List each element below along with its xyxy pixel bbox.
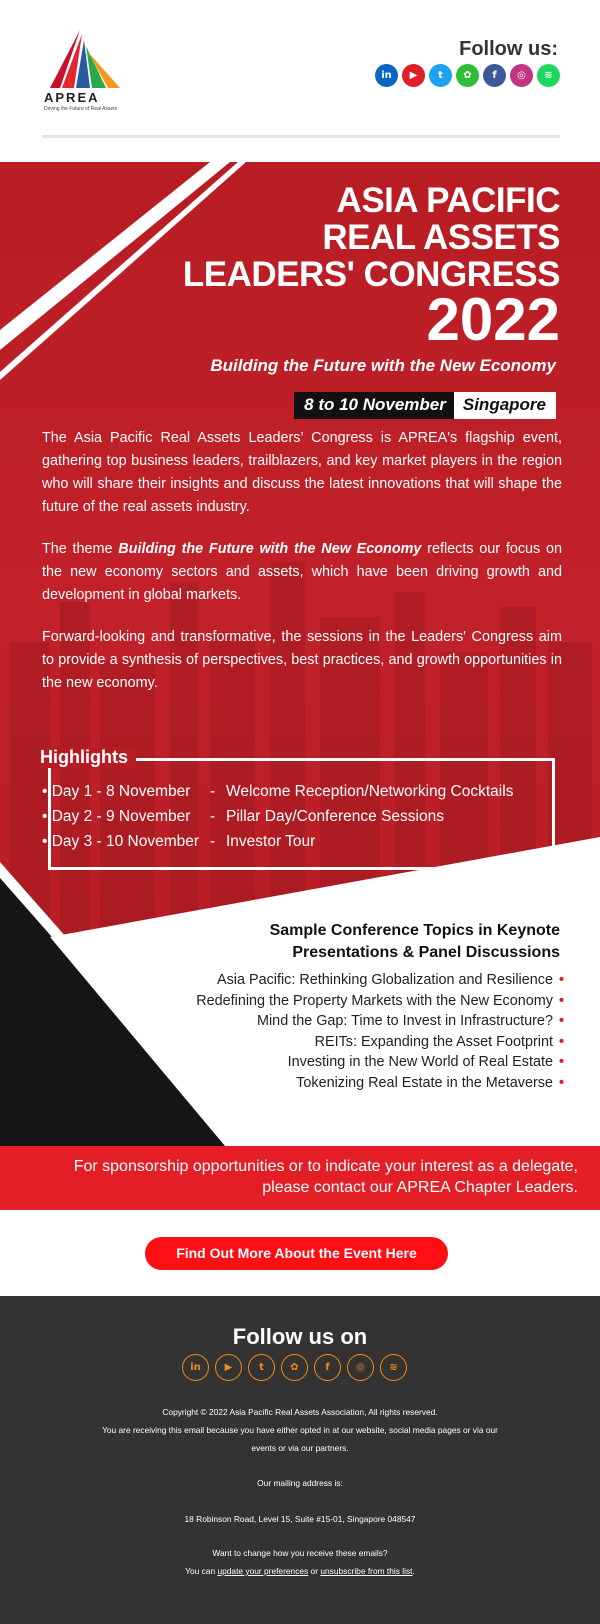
receiving-reason-line-2: events or via our partners.: [251, 1443, 349, 1453]
follow-us-label: Follow us:: [459, 38, 558, 60]
highlight-description: Welcome Reception/Networking Cocktails: [226, 783, 514, 800]
highlight-separator: -: [210, 808, 216, 825]
aprea-logo-icon: [44, 30, 122, 90]
highlight-description: Pillar Day/Conference Sessions: [226, 808, 444, 825]
event-title: [183, 182, 560, 293]
topic-item: [196, 1052, 564, 1073]
instagram-icon[interactable]: ◎: [510, 64, 533, 87]
bullet-icon: •: [558, 1033, 564, 1050]
header-divider: [42, 135, 560, 138]
intro-paragraph: The Asia Pacific Real Assets Leaders’ Congress is APREA's flagship event, gathering top business leaders, trailblazers, and key market players in the region who will share their insights and discuss the latest innovations that will shape the future of the real assets industry.: [42, 430, 562, 515]
spotify-icon[interactable]: ≋: [537, 64, 560, 87]
topic-text: Tokenizing Real Estate in the Metaverse: [296, 1074, 553, 1091]
preferences-question: Want to change how you receive these emails?: [212, 1548, 388, 1558]
bullet-icon: •: [558, 1013, 564, 1029]
highlight-day: • Day 3 - 10 November: [42, 833, 200, 850]
unsubscribe-link[interactable]: unsubscribe from this list: [320, 1566, 413, 1576]
email-footer: [0, 1296, 600, 1624]
topic-text: Mind the Gap: Time to Invest in Infrastructure?: [257, 1013, 553, 1029]
cta-section: [0, 1210, 600, 1296]
linkedin-icon[interactable]: in: [375, 64, 398, 87]
highlights-list: [42, 779, 513, 854]
highlight-separator: -: [210, 783, 216, 800]
highlights-title: Highlights: [40, 747, 136, 768]
topic-item: [196, 970, 564, 991]
bullet-icon: •: [558, 992, 564, 1009]
theme-text-bold: Building the Future with the New Economy: [118, 541, 422, 557]
sponsorship-line-2: please contact our APREA Chapter Leaders.: [262, 1179, 578, 1196]
highlight-item: [42, 779, 513, 804]
theme-text-pre: The theme: [42, 541, 119, 557]
event-hero: [0, 162, 600, 1146]
email-header: [0, 0, 600, 162]
topics-heading-line-2: Presentations & Panel Discussions: [292, 944, 560, 961]
facebook-icon[interactable]: f: [314, 1354, 341, 1381]
highlight-item: [42, 829, 513, 854]
topic-text: Investing in the New World of Real Estate: [287, 1054, 553, 1070]
aprea-logo[interactable]: [44, 30, 122, 112]
theme-text-post: reflects our focus on the new economy sectors and assets, which have been driving growth and development in global markets.: [42, 541, 562, 603]
facebook-icon[interactable]: f: [483, 64, 506, 87]
title-line-3: LEADERS' CONGRESS: [182, 255, 560, 294]
event-tagline: Building the Future with the New Economy: [210, 356, 556, 375]
mailing-address: 18 Robinson Road, Level 15, Suite #15-01, Singapore 048547: [184, 1514, 416, 1524]
theme-paragraph: [42, 538, 562, 607]
logo-tagline: Driving the Future of Real Assets: [44, 106, 118, 112]
logo-wordmark: APREA: [44, 90, 100, 105]
footer-follow-label: Follow us on: [232, 1324, 368, 1349]
youtube-icon[interactable]: ▶: [402, 64, 425, 87]
highlight-description: Investor Tour: [226, 833, 316, 850]
linkedin-icon[interactable]: in: [182, 1354, 209, 1381]
topic-text: Asia Pacific: Rethinking Globalization and Resilience: [216, 972, 553, 988]
topic-item: [196, 991, 564, 1012]
topic-item: [196, 1011, 564, 1032]
bullet-icon: •: [558, 972, 564, 988]
topic-text: Redefining the Property Markets with the New Economy: [196, 992, 553, 1009]
topic-item: [196, 1073, 564, 1094]
topic-item: [196, 1032, 564, 1053]
event-location: Singapore: [454, 392, 556, 419]
update-preferences-link[interactable]: update your preferences: [217, 1566, 309, 1576]
you-can-text: You can: [185, 1566, 218, 1576]
receiving-reason-line-1: You are receiving this email because you have either opted in at our website, social media pages or via our: [102, 1425, 498, 1435]
header-social-links: [375, 64, 560, 87]
topics-heading: [200, 920, 560, 964]
highlight-day: • Day 2 - 9 November: [42, 808, 191, 825]
or-text: or: [308, 1566, 321, 1576]
wechat-icon[interactable]: ✿: [456, 64, 479, 87]
preferences-links: [60, 1562, 540, 1580]
event-year: 2022: [426, 286, 560, 353]
find-out-more-button[interactable]: Find Out More About the Event Here: [145, 1237, 448, 1270]
mailing-address-label: Our mailing address is:: [257, 1478, 343, 1488]
event-date-location: [294, 392, 556, 419]
topics-heading-line-1: Sample Conference Topics in Keynote: [269, 922, 560, 939]
event-dates: 8 to 10 November: [294, 392, 454, 419]
sessions-paragraph: Forward-looking and transformative, the sessions in the Leaders' Congress aim to provide a synthesis of perspectives, best practices, and growth opportunities in the new economy.: [42, 629, 562, 691]
twitter-icon[interactable]: t: [248, 1354, 275, 1381]
title-line-1: ASIA PACIFIC: [336, 181, 560, 220]
footer-social-links: [182, 1354, 407, 1381]
bullet-icon: •: [558, 1054, 564, 1070]
instagram-icon[interactable]: ◎: [347, 1354, 374, 1381]
title-line-2: REAL ASSETS: [322, 218, 560, 257]
highlight-day: • Day 1 - 8 November: [42, 783, 191, 800]
period-text: .: [412, 1566, 415, 1576]
highlight-item: [42, 804, 513, 829]
sponsorship-band: [0, 1146, 600, 1210]
copyright-text: Copyright © 2022 Asia Pacific Real Assets Association, All rights reserved.: [162, 1407, 438, 1417]
youtube-icon[interactable]: ▶: [215, 1354, 242, 1381]
twitter-icon[interactable]: t: [429, 64, 452, 87]
highlight-separator: -: [210, 833, 216, 850]
topics-list: [196, 970, 564, 1093]
wechat-icon[interactable]: ✿: [281, 1354, 308, 1381]
spotify-icon[interactable]: ≋: [380, 1354, 407, 1381]
topic-text: REITs: Expanding the Asset Footprint: [314, 1033, 553, 1050]
sponsorship-line-1: For sponsorship opportunities or to indicate your interest as a delegate,: [73, 1158, 578, 1175]
bullet-icon: •: [558, 1074, 564, 1091]
